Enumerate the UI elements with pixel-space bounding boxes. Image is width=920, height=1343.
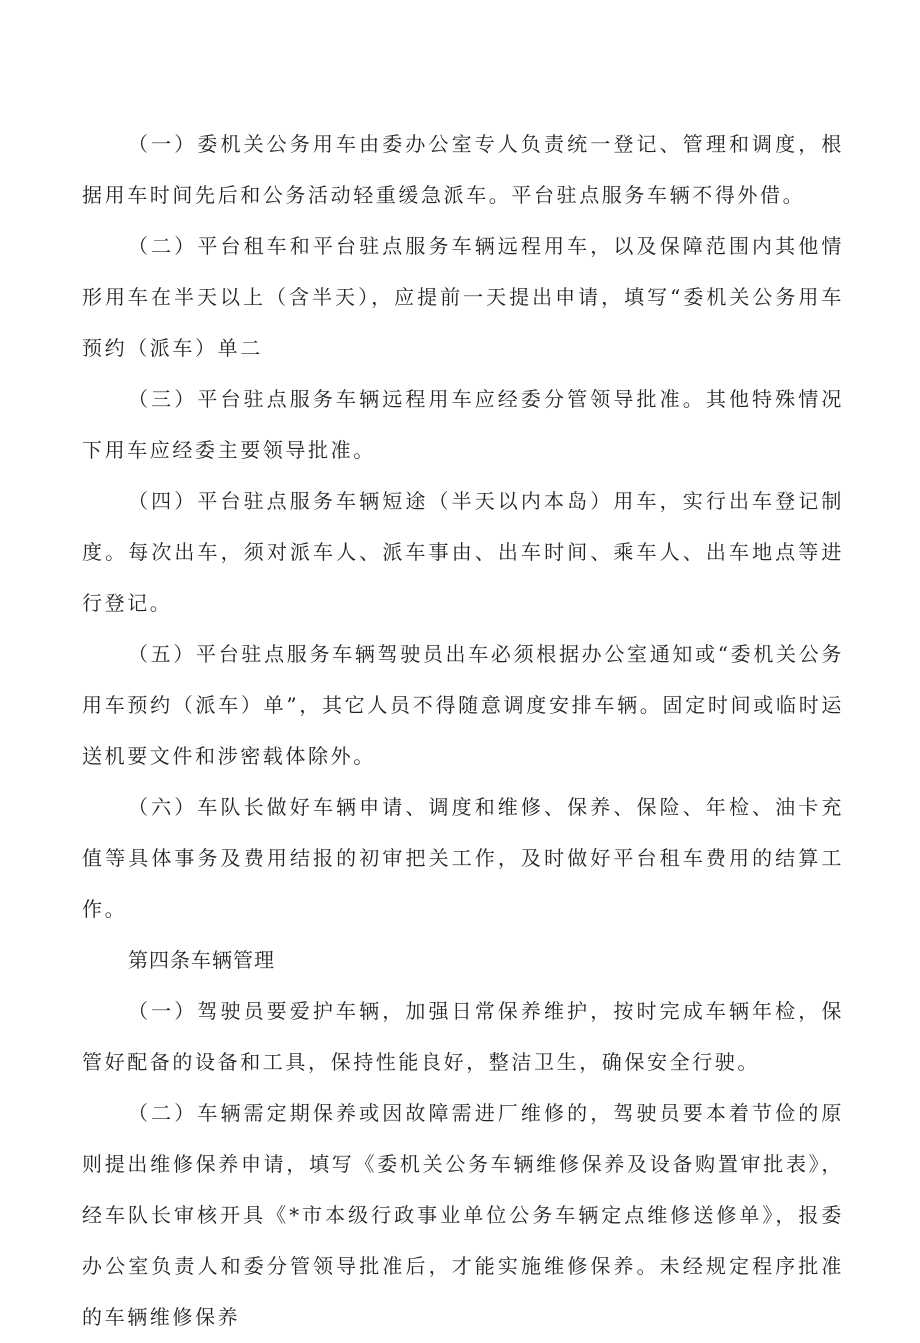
section-heading: 第四条车辆管理 <box>128 948 275 972</box>
paragraph-8: （二）车辆需定期保养或因故障需进厂维修的，驾驶员要本着节俭的原则提出维修保养申请，填写《委机关公务车辆维修保养及设备购置审批表》，经车队长审核开具《*市本级行政事业单位公务车辆定点维修送修单》，报委办公室负责人和委分管领导批准后，才能实施维修保养。未经规定程序批准的车辆维修保养 <box>82 1101 844 1329</box>
paragraph-1: （一）委机关公务用车由委办公室专人负责统一登记、管理和调度，根据用车时间先后和公务活动轻重缓急派车。平台驻点服务车辆不得外借。 <box>82 132 844 207</box>
paragraph-4: （四）平台驻点服务车辆短途（半天以内本岛）用车，实行出车登记制度。每次出车，须对派车人、派车事由、出车时间、乘车人、出车地点等进行登记。 <box>82 489 844 615</box>
paragraph-3: （三）平台驻点服务车辆远程用车应经委分管领导批准。其他特殊情况下用车应经委主要领导批准。 <box>82 387 844 462</box>
paragraph-2: （二）平台租车和平台驻点服务车辆远程用车，以及保障范围内其他情形用车在半天以上（含半天），应提前一天提出申请，填写“委机关公务用车预约（派车）单二 <box>82 234 844 360</box>
paragraph-7: （一）驾驶员要爱护车辆，加强日常保养维护，按时完成车辆年检，保管好配备的设备和工具，保持性能良好，整洁卫生，确保安全行驶。 <box>82 999 844 1074</box>
paragraph-5: （五）平台驻点服务车辆驾驶员出车必须根据办公室通知或“委机关公务用车预约（派车）单”，其它人员不得随意调度安排车辆。固定时间或临时运送机要文件和涉密载体除外。 <box>82 642 844 768</box>
paragraph-6: （六）车队长做好车辆申请、调度和维修、保养、保险、年检、油卡充值等具体事务及费用结报的初审把关工作，及时做好平台租车费用的结算工作。 <box>82 795 844 921</box>
